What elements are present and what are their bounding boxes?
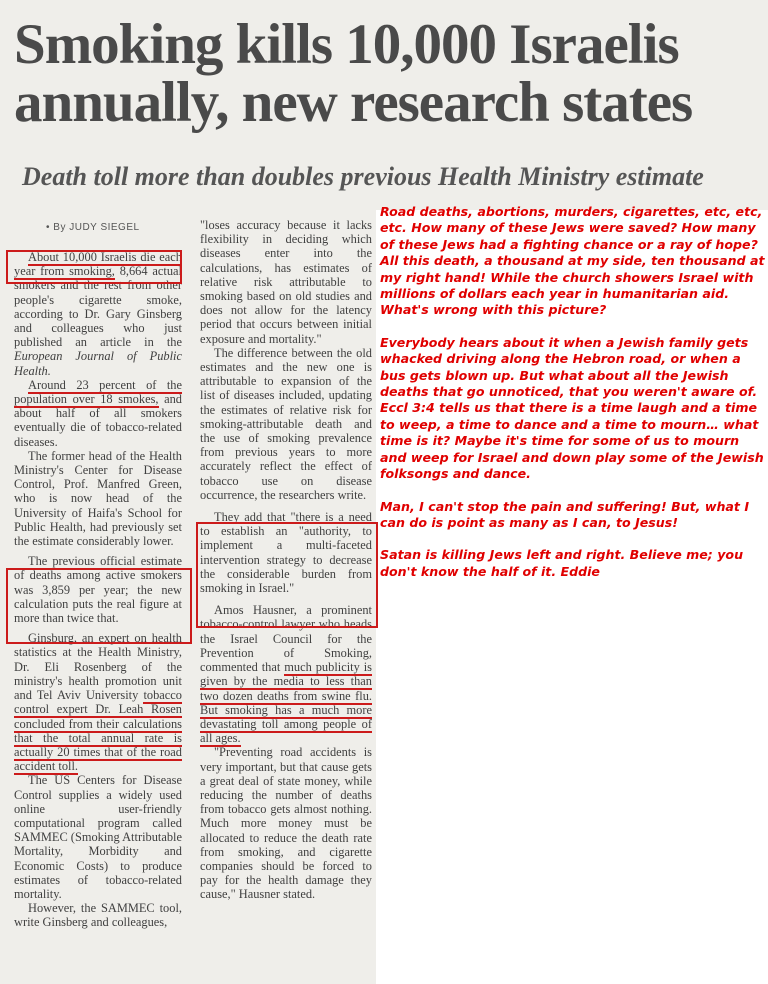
paragraph: "loses accuracy because it lacks flexibility in deciding which diseases enter into the calculations, has estimates of relative risk attributable to smoking based on old studies and does not allow for the latency period that occurs between initial exposure and mortality." xyxy=(200,218,372,346)
subheadline: Death toll more than doubles previous Health Ministry estimate xyxy=(22,162,704,191)
paragraph: The US Centers for Disease Control supplies a widely used online user-friendly computational program called SAMMEC (Smoking Attributable Mortality, Morbidity and Economic Costs) to produce estimates of tobacco-related mortality. xyxy=(14,773,182,901)
red-commentary xyxy=(380,204,766,596)
paragraph: "Preventing road accidents is very important, but that cause gets a great deal of state money, while reducing the number of deaths from tobacco gets almost nothing. Much more money must be allocated to reduce the death rate from smoking, and cigarette companies should be forced to pay for the health damage they cause," Hausner stated. xyxy=(200,745,372,902)
commentary-paragraph: Road deaths, abortions, murders, cigarettes, etc, etc, etc. How many of these Jews were saved? How many of these Jews had a fighting chance or a ray of hope? All this death, a thousand at my side, ten thousand at my right hand! While the church showers Israel with millions of dollars each year in humanitarian aid. What's wrong with this picture? xyxy=(380,204,765,318)
paragraph: Amos Hausner, a prominent tobacco-control lawyer who heads the Israel Council for the Prevention of Smoking, commented that much publicity is given by the media to less than two dozen deaths from swine flu. But smoking has a much more devastating toll among people of all ages. xyxy=(200,603,372,746)
headline xyxy=(14,13,754,134)
underlined-text: tobacco control expert Dr. Leah Rosen concluded from their calculations that the total annual rate is actually 20 times that of the road accident toll. xyxy=(14,688,182,774)
boxed-paragraph: The previous official estimate of deaths among active smokers was 3,859 per year; the new calculation puts the real figure at more than twice that. xyxy=(14,554,182,626)
paragraph: About 10,000 Israelis die each year from smoking, 8,664 actual smokers and the rest from other people's cigarette smoke, according to Dr. Gary Ginsberg and colleagues who just published an article in the European Journal of Public Health. xyxy=(14,250,182,378)
boxed-paragraph: They add that "there is a need to establish an "authority, to implement a multi-faceted intervention strategy to decrease the considerable burden from smoking in Israel." xyxy=(200,510,372,596)
commentary-paragraph: Man, I can't stop the pain and suffering! But, what I can do is point as many as I can, to Jesus! xyxy=(380,498,750,530)
underlined-text: much publicity is given by the media to less than two dozen deaths from swine flu. But smoking has a much more devastating toll among people of all ages. xyxy=(200,660,372,746)
highlight-box xyxy=(6,568,192,644)
highlight-box xyxy=(6,250,182,284)
headline-line-2: annually, new research states xyxy=(14,71,693,134)
paragraph: However, the SAMMEC tool, write Ginsberg and colleagues, xyxy=(14,901,182,930)
paragraph: Around 23 percent of the population over 18 smokes, and about half of all smokers eventually die of tobacco-related diseases. xyxy=(14,377,182,449)
paragraph: The difference between the old estimates and the new one is attributable to expansion of the list of diseases included, updating the estimates of relative risk for smoking-attributable death and the use of smoking prevalence from previous years to more accurately reflect the effect of tobacco use on disease occurrence, the researchers write. xyxy=(200,345,372,502)
paragraph: The former head of the Health Ministry's Center for Disease Control, Prof. Manfred Green, who is now head of the University of Haifa's School for Public Health, had previously set the estimate considerably lower. xyxy=(14,448,182,549)
underlined-text: Around 23 percent of the population over 18 smokes, xyxy=(14,377,182,407)
headline-line-1: Smoking kills 10,000 Israelis xyxy=(14,13,679,76)
underlined-text: About 10,000 Israelis die each year from smoking, xyxy=(14,250,182,279)
highlight-box xyxy=(196,522,378,628)
paragraph: Ginsburg, an expert on health statistics at the Health Ministry, Dr. Eli Rosenberg of the ministry's health promotion unit and Tel Aviv University tobacco control expert Dr. Leah Rosen concluded from their calculations that the total annual rate is actually 20 times that of the road accident toll. xyxy=(14,631,182,774)
journal-name: European Journal of Public Health. xyxy=(14,349,182,378)
commentary-paragraph: Satan is killing Jews left and right. Believe me; you don't know the half of it. Eddie xyxy=(380,547,744,579)
byline: • By JUDY SIEGEL xyxy=(46,222,140,233)
commentary-paragraph: Everybody hears about it when a Jewish family gets whacked driving along the Hebron road, or when a bus gets blown up. But what about all the Jewish deaths that go unnoticed, that you weren't aware of. Eccl 3:4 tells us that there is a time laugh and a time to weep, a time to dance and a time to mourn… what time is it? Maybe it's time for some of us to mourn and weep for Israel and down play some of the Jewish folksongs and dance. xyxy=(380,334,764,482)
